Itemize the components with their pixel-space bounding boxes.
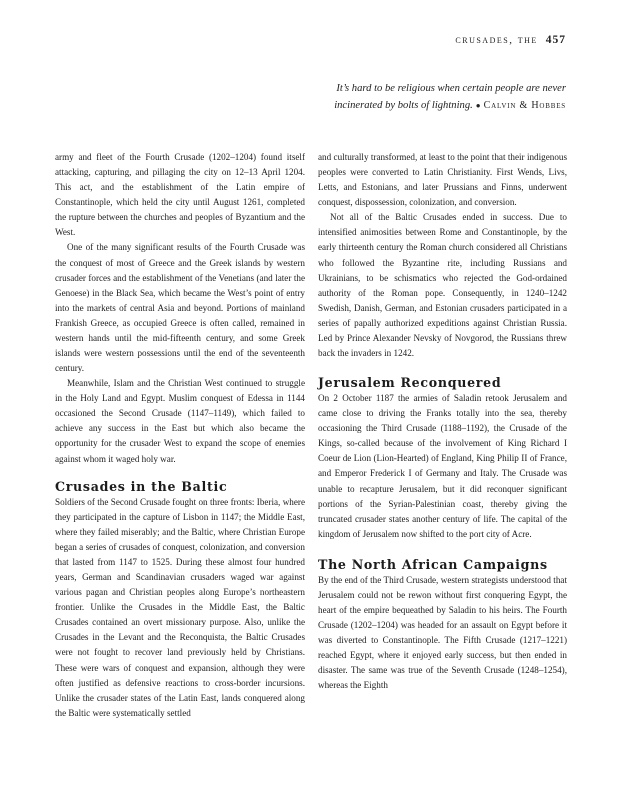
epigraph-quote-line-2-text: incinerated by bolts of lightning. <box>334 100 473 111</box>
running-head-title: crusades, the <box>455 34 538 46</box>
paragraph: and culturally transformed, at least to the point that their indigenous peoples were converted to Latin Christianity. First Wends, Livs, Letts, and Estonians, and later Prussians and Finns, underwent conquest, dispossession, colonization, and conversion. <box>318 152 567 208</box>
bullet-icon: ● <box>475 101 481 110</box>
page-number: 457 <box>545 34 566 46</box>
paragraph: Meanwhile, Islam and the Christian West continued to struggle in the Holy Land and Egypt. Muslim conquest of Edessa in 1144 occasioned the Second Crusade (1147–1149), which failed to achieve any success in the East but which also became the opportunity for the crusader West to expand the scope of enemies against whom it waged holy war. <box>55 378 305 464</box>
section-heading-north-africa: The North African Campaigns <box>318 556 548 572</box>
paragraph: army and fleet of the Fourth Crusade (1202–1204) found itself attacking, capturing, and pillaging the city on 12–13 April 1204. This act, and the establishment of the Latin empire of Constantinople, which held the city until August 1261, completed the rupture between the churches and peoples of Byzantium and the West. <box>55 152 305 238</box>
section-heading-jerusalem: Jerusalem Reconquered <box>318 375 502 391</box>
epigraph <box>266 80 566 114</box>
right-column <box>318 150 567 694</box>
paragraph: Not all of the Baltic Crusades ended in success. Due to intensified animosities between Rome and Constantinople, by the early thirteenth century the Roman church considered all Christians who followed the Byzantine rite, including Russians and Ukrainians, to be schismatics who rejected the God-ordained authority of the Roman pope. Consequently, in 1240–1242 Swedish, Danish, German, and Estonian crusaders participated in a series of papally authorized expeditions against Christian Russia. Led by Prince Alexander Nevsky of Novgorod, the Russians threw back the invaders in 1242. <box>318 212 567 359</box>
paragraph: One of the many significant results of the Fourth Crusade was the conquest of most of Greece and the Greek islands by western crusader forces and the establishment of the Venetians (and later the Genoese) in the Black Sea, which became the West’s point of entry into the markets of central Asia and beyond. Portions of mainland Frankish Greece, as occupied Greece is often called, remained in western hands until the mid-fifteenth century, and some Greek islands were western possessions until the end of the seventeenth century. <box>55 242 305 374</box>
epigraph-attribution: Calvin & Hobbes <box>483 100 566 111</box>
epigraph-quote-line-1: It’s hard to be religious when certain people are never <box>336 83 566 94</box>
left-column <box>55 150 305 721</box>
paragraph: On 2 October 1187 the armies of Saladin retook Jerusalem and came close to driving the Franks totally into the sea, thereby occasioning the Third Crusade (1188–1192), the Crusade of the Kings, so-called because of the involvement of King Richard I Coeur de Lion (Lion-Hearted) of England, King Philip II of France, and Emperor Frederick I of Germany and Italy. The Crusade was unable to recapture Jerusalem, but it did reconquer significant portions of the Syrian-Palestinian coast, thereby giving the truncated crusader states another century of life. The capital of the kingdom of Jerusalem now shifted to the port city of Acre. <box>318 393 567 539</box>
running-head <box>455 34 566 46</box>
paragraph: By the end of the Third Crusade, western strategists understood that Jerusalem could not be rewon without first conquering Egypt, the heart of the empire bequeathed by Saladin to his heirs. The Fourth Crusade (1202–1204) was headed for an assault on Egypt before it was diverted to Constantinople. The Fifth Crusade (1217–1221) reached Egypt, where it enjoyed early success, but then ended in disaster. The same was true of the Seventh Crusade (1248–1254), whereas the Eighth <box>318 574 567 691</box>
epigraph-quote-line-2 <box>266 97 566 114</box>
paragraph: Soldiers of the Second Crusade fought on three fronts: Iberia, where they participated in the capture of Lisbon in 1147; the Middle East, where they failed miserably; and the Baltic, where Christian Europe began a series of crusades of conquest, colonization, and conversion that lasted from 1147 to 1525. During these almost four hundred years, German and Scandinavian crusaders waged war against various pagan and Christian peoples along Europe’s northeastern frontier. Unlike the Crusades in the Middle East, the Baltic Crusades contained an overt missionary purpose. Also, unlike the Crusades in the Levant and the Reconquista, the Baltic Crusades were not fought to recover land previously held by Christians. These were wars of conquest and expansion, although they were often justified as defensive reactions to cross-border incursions. Unlike the crusader states of the Latin East, lands conquered along the Baltic were systematically settled <box>55 496 305 718</box>
section-heading-baltic: Crusades in the Baltic <box>55 478 228 494</box>
